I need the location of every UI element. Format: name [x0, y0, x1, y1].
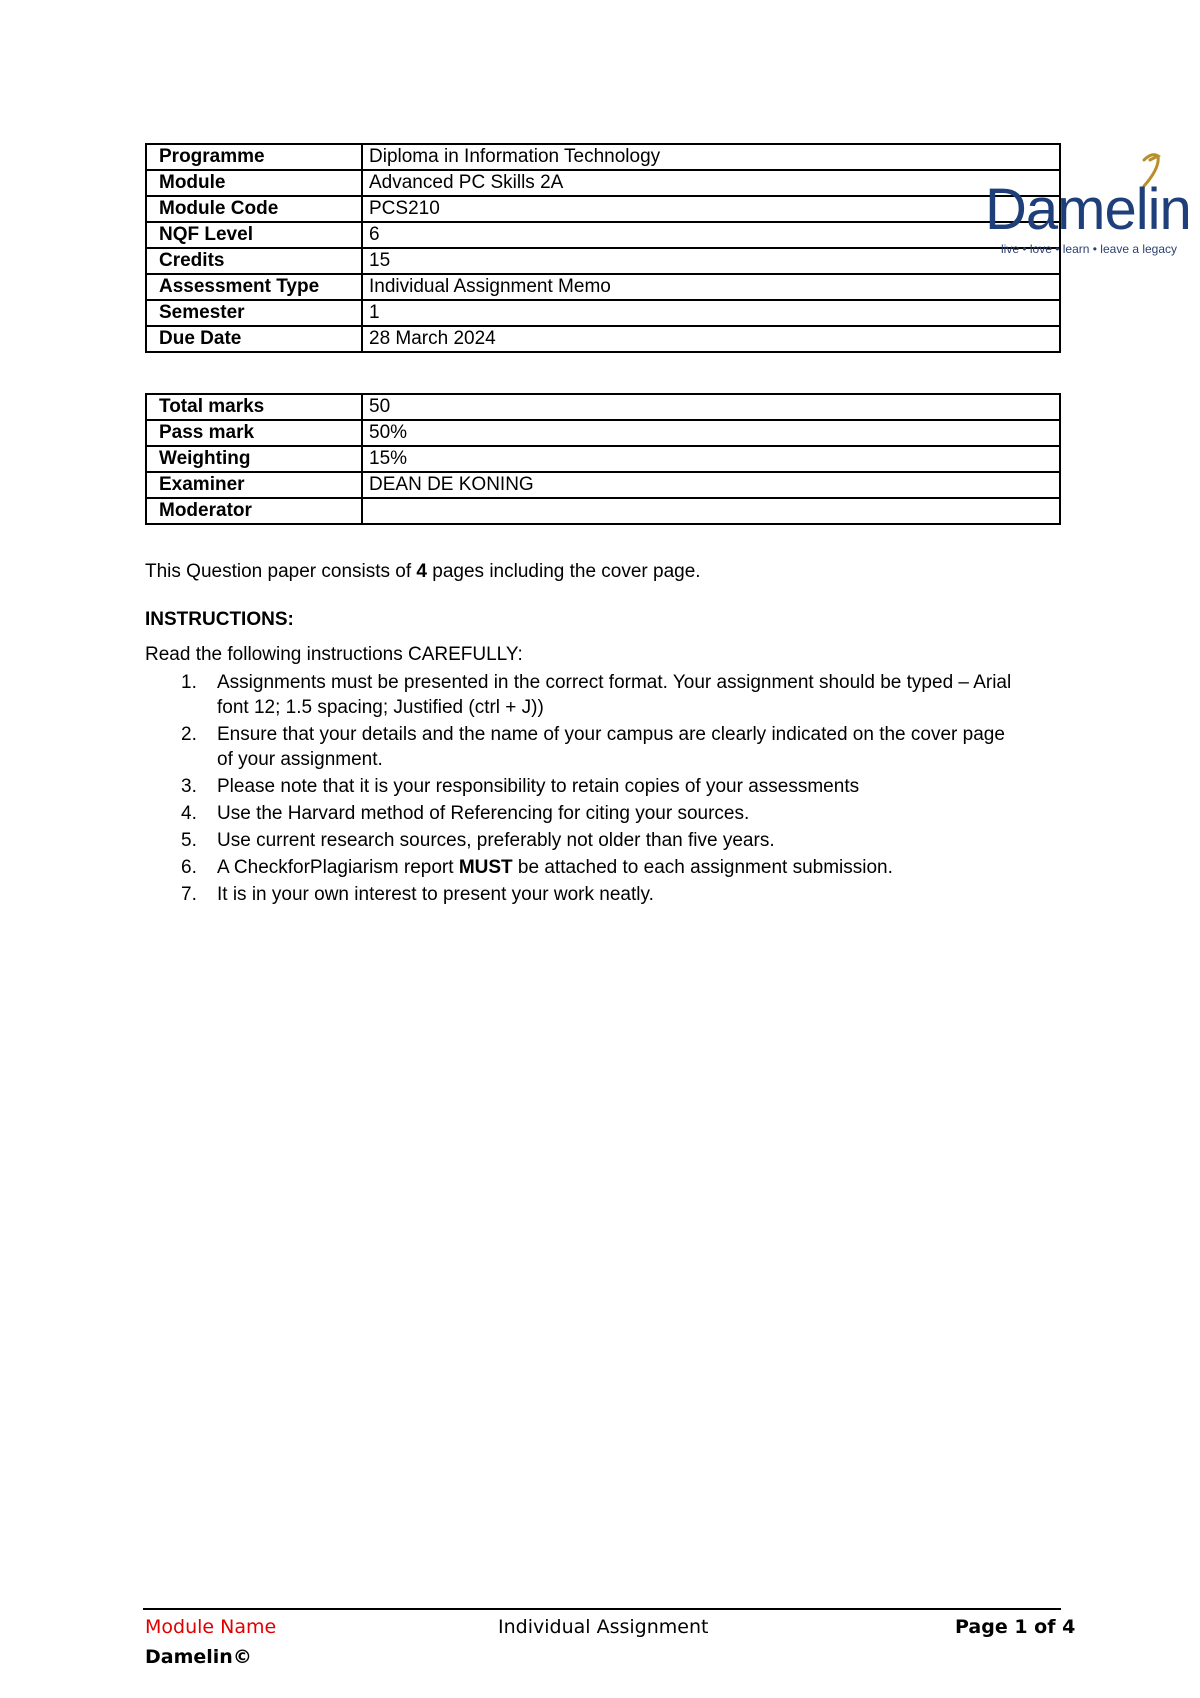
row-value: 15% [362, 446, 1060, 472]
instruction-text: It is in your own interest to present your work neatly. [217, 884, 654, 905]
instruction-number: 3. [181, 776, 197, 797]
row-value: 50 [362, 394, 1060, 420]
instruction-number: 7. [181, 884, 197, 905]
table-row [146, 326, 1060, 352]
instructions-heading: INSTRUCTIONS: [145, 609, 294, 630]
damelin-logo [985, 150, 1200, 260]
table-row [146, 498, 1060, 524]
row-value: 28 March 2024 [362, 326, 1060, 352]
footer-document-type: Individual Assignment [498, 1616, 709, 1638]
row-label: Examiner [146, 472, 362, 498]
instruction-item [145, 722, 1025, 772]
table-row [146, 300, 1060, 326]
row-value: Advanced PC Skills 2A [362, 170, 1060, 196]
row-label: Total marks [146, 394, 362, 420]
instruction-text: Please note that it is your responsibility to retain copies of your assessments [217, 776, 860, 797]
instruction-item [145, 855, 1025, 880]
marks-table [145, 393, 1061, 525]
table-row [146, 144, 1060, 170]
table-row [146, 222, 1060, 248]
footer-brand: Damelin© [145, 1646, 252, 1668]
instruction-item [145, 670, 1025, 720]
instruction-text: Assignments must be presented in the correct format. Your assignment should be typed – Arial font 12; 1.5 spacing; Justified (ctrl + J)) [217, 672, 1012, 718]
instruction-item [145, 882, 1025, 907]
instruction-number: 1. [181, 672, 197, 693]
row-label: Module Code [146, 196, 362, 222]
row-label: Credits [146, 248, 362, 274]
table-row [146, 472, 1060, 498]
row-value: 1 [362, 300, 1060, 326]
table-row [146, 170, 1060, 196]
row-label: Semester [146, 300, 362, 326]
instruction-text: Use current research sources, preferably not older than five years. [217, 830, 775, 851]
instruction-item [145, 774, 1025, 799]
row-value: Individual Assignment Memo [362, 274, 1060, 300]
instruction-text-after: be attached to each assignment submission. [512, 857, 893, 878]
instruction-text: Ensure that your details and the name of your campus are clearly indicated on the cover page of your assignment. [217, 724, 1005, 770]
row-value [362, 498, 1060, 524]
row-value: 50% [362, 420, 1060, 446]
instruction-number: 6. [181, 857, 197, 878]
instruction-text-bold: MUST [458, 857, 513, 878]
row-label: Pass mark [146, 420, 362, 446]
table-row [146, 394, 1060, 420]
instruction-number: 2. [181, 724, 197, 745]
row-label: Assessment Type [146, 274, 362, 300]
footer-page-number: Page 1 of 4 [955, 1616, 1076, 1638]
row-label: Module [146, 170, 362, 196]
instruction-text: Use the Harvard method of Referencing for citing your sources. [217, 803, 750, 824]
instruction-number: 4. [181, 803, 197, 824]
table-row [146, 274, 1060, 300]
row-label: Due Date [146, 326, 362, 352]
table-row [146, 196, 1060, 222]
footer-module-name: Module Name [145, 1616, 277, 1638]
page-count-after: pages including the cover page. [427, 561, 701, 582]
instructions-list [145, 670, 1025, 909]
table-row [146, 446, 1060, 472]
row-value: 15 [362, 248, 1060, 274]
row-label: Moderator [146, 498, 362, 524]
page-count-note [145, 561, 701, 583]
row-label: Programme [146, 144, 362, 170]
instruction-number: 5. [181, 830, 197, 851]
row-value: 6 [362, 222, 1060, 248]
instruction-text-before: A CheckforPlagiarism report [217, 857, 459, 878]
row-label: Weighting [146, 446, 362, 472]
row-value: Diploma in Information Technology [362, 144, 1060, 170]
instruction-item [145, 801, 1025, 826]
logo-wordmark: Damelin [985, 177, 1191, 242]
footer-divider [143, 1608, 1061, 1610]
instruction-item [145, 828, 1025, 853]
details-table [145, 143, 1061, 353]
page-count-number: 4 [416, 561, 427, 582]
page-count-before: This Question paper consists of [145, 561, 417, 582]
table-row [146, 248, 1060, 274]
table-row [146, 420, 1060, 446]
row-label: NQF Level [146, 222, 362, 248]
row-value: DEAN DE KONING [362, 472, 1060, 498]
instructions-intro: Read the following instructions CAREFULLY: [145, 644, 523, 665]
row-value: PCS210 [362, 196, 1060, 222]
logo-tagline: live • love • learn • leave a legacy [1001, 242, 1178, 256]
